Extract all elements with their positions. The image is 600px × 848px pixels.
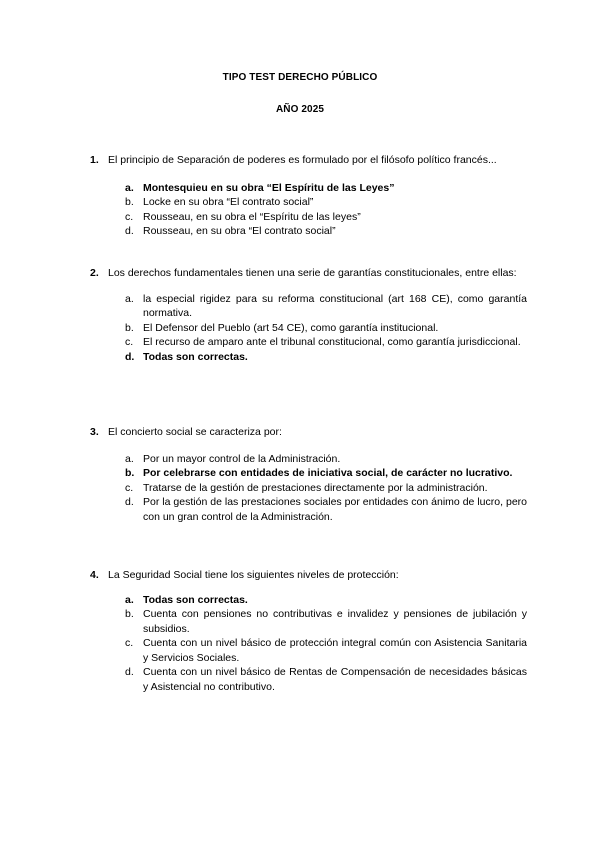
option-letter: a. xyxy=(125,292,134,305)
option-text: Locke en su obra “El contrato social” xyxy=(143,196,314,208)
question-stem xyxy=(90,425,527,440)
question-number: 2. xyxy=(90,267,99,279)
question-number: 4. xyxy=(90,569,99,581)
option-letter: b. xyxy=(125,608,134,620)
option-d-correct xyxy=(125,350,527,365)
document-title: TIPO TEST DERECHO PÚBLICO xyxy=(222,72,378,83)
option-b xyxy=(125,195,527,210)
option-letter: b. xyxy=(125,321,134,334)
option-a-correct xyxy=(125,593,527,608)
option-letter: b. xyxy=(125,196,134,208)
question-stem xyxy=(90,568,527,583)
option-a xyxy=(125,292,527,321)
option-list xyxy=(125,452,527,525)
option-letter: a. xyxy=(125,452,134,465)
option-text: la especial rigidez para su reforma constitucional (art 168 CE), como garantía normativa. xyxy=(143,292,527,319)
option-text: Por la gestión de las prestaciones sociales por entidades con ánimo de lucro, pero con un gran control de la Administración. xyxy=(143,496,527,523)
option-text: Cuenta con pensiones no contributivas e invalidez y pensiones de jubilación y subsidios. xyxy=(143,608,527,635)
option-text: Montesquieu en su obra “El Espíritu de las Leyes” xyxy=(143,181,395,194)
option-text: El recurso de amparo ante el tribunal constitucional, como garantía jurisdiccional. xyxy=(143,336,521,348)
question-text: Los derechos fundamentales tienen una serie de garantías constitucionales, entre ellas: xyxy=(108,267,517,279)
option-letter: b. xyxy=(125,467,135,479)
question-2 xyxy=(90,266,527,364)
option-text: Todas son correctas. xyxy=(143,350,248,363)
option-c xyxy=(125,335,527,350)
option-letter: d. xyxy=(125,666,134,678)
option-b xyxy=(125,321,527,336)
option-c xyxy=(125,636,527,665)
option-d xyxy=(125,665,527,694)
option-list xyxy=(125,181,527,239)
option-d xyxy=(125,495,527,524)
option-a-correct xyxy=(125,181,527,196)
option-b-correct xyxy=(125,466,527,481)
option-letter: a. xyxy=(125,593,134,606)
option-text: Rousseau, en su obra “El contrato social” xyxy=(143,225,336,237)
option-list xyxy=(125,593,527,695)
option-c xyxy=(125,210,527,225)
option-list xyxy=(125,292,527,365)
question-text: La Seguridad Social tiene los siguientes niveles de protección: xyxy=(108,569,399,581)
option-text: Tratarse de la gestión de prestaciones directamente por la administración. xyxy=(143,481,488,494)
option-text: Cuenta con un nivel básico de protección integral común con Asistencia Sanitaria y Servicios Sociales. xyxy=(143,637,527,664)
option-text: Por un mayor control de la Administración. xyxy=(143,452,341,465)
option-letter: a. xyxy=(125,181,134,194)
question-stem xyxy=(90,153,527,168)
document-year: AÑO 2025 xyxy=(275,104,325,115)
option-b xyxy=(125,607,527,636)
question-1 xyxy=(90,153,527,239)
option-a xyxy=(125,452,527,467)
option-c xyxy=(125,481,527,496)
option-letter: d. xyxy=(125,350,135,363)
question-text: El concierto social se caracteriza por: xyxy=(108,426,282,438)
option-text: Todas son correctas. xyxy=(143,593,248,606)
question-text: El principio de Separación de poderes es formulado por el filósofo político francés... xyxy=(108,154,497,166)
option-letter: c. xyxy=(125,336,134,348)
question-stem xyxy=(90,266,527,281)
option-letter: d. xyxy=(125,496,134,508)
option-letter: c. xyxy=(125,481,134,494)
option-letter: c. xyxy=(125,210,134,223)
option-letter: d. xyxy=(125,225,134,237)
option-text: El Defensor del Pueblo (art 54 CE), como garantía institucional. xyxy=(143,321,439,334)
option-letter: c. xyxy=(125,637,134,649)
option-text: Rousseau, en su obra el “Espíritu de las leyes” xyxy=(143,210,361,223)
option-text: Por celebrarse con entidades de iniciativa social, de carácter no lucrativo. xyxy=(143,467,513,479)
option-text: Cuenta con un nivel básico de Rentas de Compensación de necesidades básicas y Asistencial no contributivo. xyxy=(143,666,527,693)
question-4 xyxy=(90,568,527,694)
option-d xyxy=(125,224,527,239)
question-number: 1. xyxy=(90,154,99,166)
question-number: 3. xyxy=(90,426,99,438)
question-3 xyxy=(90,425,527,524)
